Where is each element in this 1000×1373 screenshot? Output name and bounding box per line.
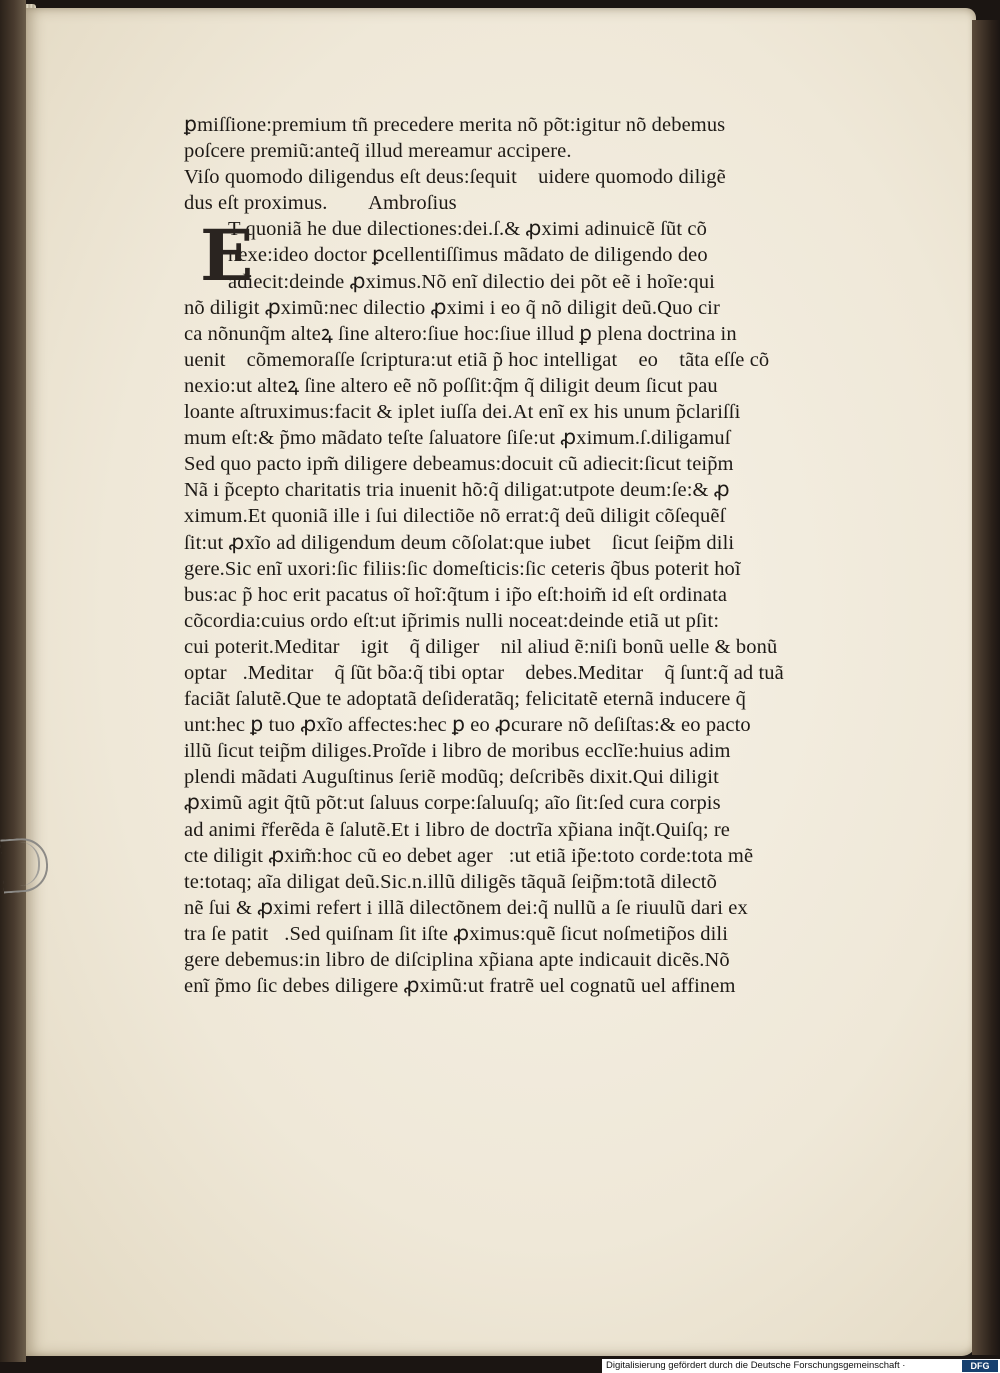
page-right-edge <box>972 20 1000 1355</box>
text-line: poſcere premiũ:anteq̃ illud mereamur accipere. <box>184 140 572 163</box>
text-line: optar᷑.Meditar᷑ q̃ ſũt bõa:q̃ tibi optar᷑ debes.Meditar᷑ q̃ ſunt:q̃ ad tuã <box>184 661 784 684</box>
footer-credit: Digitalisierung gefördert durch die Deutsche Forschungsgemeinschaft · <box>606 1360 906 1371</box>
text-line: cte diligit ꝓxim̃:hoc cũ eo debet ager᷑:ut etiã ip̃e:toto corde:tota mẽ <box>184 844 754 867</box>
text-line: nexe:ideo doctor ꝑcellentiſſimus mãdato de diligendo deo <box>228 244 708 267</box>
text-line: illũ ſicut teip̃m diliges.Proĩde i libro de moribus ecclĩe:huius adim <box>184 740 731 763</box>
text-line: unt:hec ꝑ tuo ꝓxĩo affectes:hec ꝑ eo ꝓcurare nõ deſiſtas:& eo pacto <box>184 714 751 737</box>
text-line: tra ſe patit᷑.Sed quiſnam ſit iſte ꝓximus:quẽ ſicut noſmetip̃os dili <box>184 922 729 945</box>
text-line: enĩ p̃mo ſic debes diligere ꝓximũ:ut fratrẽ uel cognatũ uel affinem <box>184 975 736 998</box>
text-line: ꝑmiſſione:premium tñ precedere merita nõ põt:igitur nõ debemus <box>184 114 726 136</box>
text-line: gere.Sic enĩ uxori:ſic filiis:ſic domeſticis:ſic ceteris q̃bus poterit hoĩ <box>184 557 741 580</box>
book-spine <box>0 0 26 1362</box>
text-line: ad animi r̃ferẽda ẽ ſalutẽ.Et i libro de doctrĩa xp̃iana inq̃t.Quiſq; re <box>184 818 730 841</box>
text-line: cui poterit.Meditar᷑ igit᷑ q̃ diliger᷑ nil aliud ẽ:niſi bonũ uelle & bonũ <box>184 635 778 658</box>
text-line: ximum.Et quoniã ille i ſui dilectiõe nõ errat:q̃ deũ diligit cõſequẽſ <box>184 505 726 528</box>
text-line: nõ diligit ꝓximũ:nec dilectio ꝓximi i eo q̃ nõ diligit deũ.Quo cir <box>184 296 720 319</box>
text-line: nẽ ſui & ꝓximi refert i illã dilectõnem dei:q̃ nullũ a ſe riuulũ dari ex <box>184 896 748 919</box>
text-line: nexio:ut alteꝝ ſine altero eẽ nõ poſſit:q̃m q̃ diligit deum ſicut pau <box>184 374 718 397</box>
text-line: loante aſtruximus:facit & iplet iuſſa dei.At enĩ ex his unum p̃clariſſi <box>184 401 741 424</box>
text-line: mum eſt:& p̃mo mãdato teſte ſaluatore ſiſe:ut ꝓximum.ſ.diligamuſ <box>184 427 731 450</box>
text-line: ſit:ut ꝓxĩo ad diligendum deum cõſolat:que iubet᷑ ſicut ſeip̃m dili <box>184 531 735 554</box>
text-block <box>184 112 828 999</box>
text-line: uenit᷑ cõmemoraſſe ſcriptura:ut etiã p̃ hoc intelligat᷑ eoꝝ tãta eſſe cõ <box>184 348 770 371</box>
text-line: ꝓximũ agit q̃tũ põt:ut ſaluus corpe:ſaluuſq; aĩo ſit:ſed cura corpis <box>184 792 721 815</box>
text-line: bus:ac p̃ hoc erit pacatus oĩ hoĩ:q̃tum i ip̃o eſt:hoim̃ id eſt ordinata <box>184 583 728 606</box>
text-line: faciãt ſalutẽ.Que te adoptatã deſideratãq; felicitatẽ eternã inducere q̃ <box>184 688 747 711</box>
text-line: T quoniã he due dilectiones:dei.ſ.& ꝓximi adinuicẽ ſũt cõ <box>228 218 707 241</box>
text-line: gere debemus:in libro de diſciplina xp̃iana apte indicauit dicẽs.Nõ <box>184 949 730 971</box>
text-line: cõcordia:cuius ordo eſt:ut ip̃rimis nulli noceat:deinde etiã ut pſit: <box>184 609 720 632</box>
dfg-logo: DFG <box>962 1360 998 1372</box>
text-line: te:totaq; aĩa diligat deũ.Sic.n.illũ diligẽs tãquã ſeip̃m:totã dilectõ <box>184 870 717 893</box>
text-line: plendi mãdati Auguſtinus ſeriẽ modũq; deſcribẽs dixit.Qui diligit <box>184 766 719 789</box>
text-line: ca nõnunq̃m alteꝝ ſine altero:ſiue hoc:ſiue illud ꝑ plena doctrina in <box>184 322 737 345</box>
drop-initial: E <box>200 214 254 297</box>
text-line: Viſo quomodo diligendus eſt deus:ſequit᷑ uidere quomodo diligẽ <box>184 166 726 189</box>
text-line: Nã i p̃cepto charitatis tria inuenit hõ:q̃ diligat:utpote deum:ſe:& ꝓ <box>184 479 730 502</box>
text-line: adiecit:deinde ꝓximus.Nõ enĩ dilectio dei põt eẽ i hoĩe:qui <box>228 270 715 293</box>
text-line: dus eſt proximus. Ambroſius <box>184 192 457 215</box>
text-line: Sed quo pacto ipm̃ diligere debeamus:docuit cũ adiecit:ſicut teip̃m <box>184 453 734 476</box>
